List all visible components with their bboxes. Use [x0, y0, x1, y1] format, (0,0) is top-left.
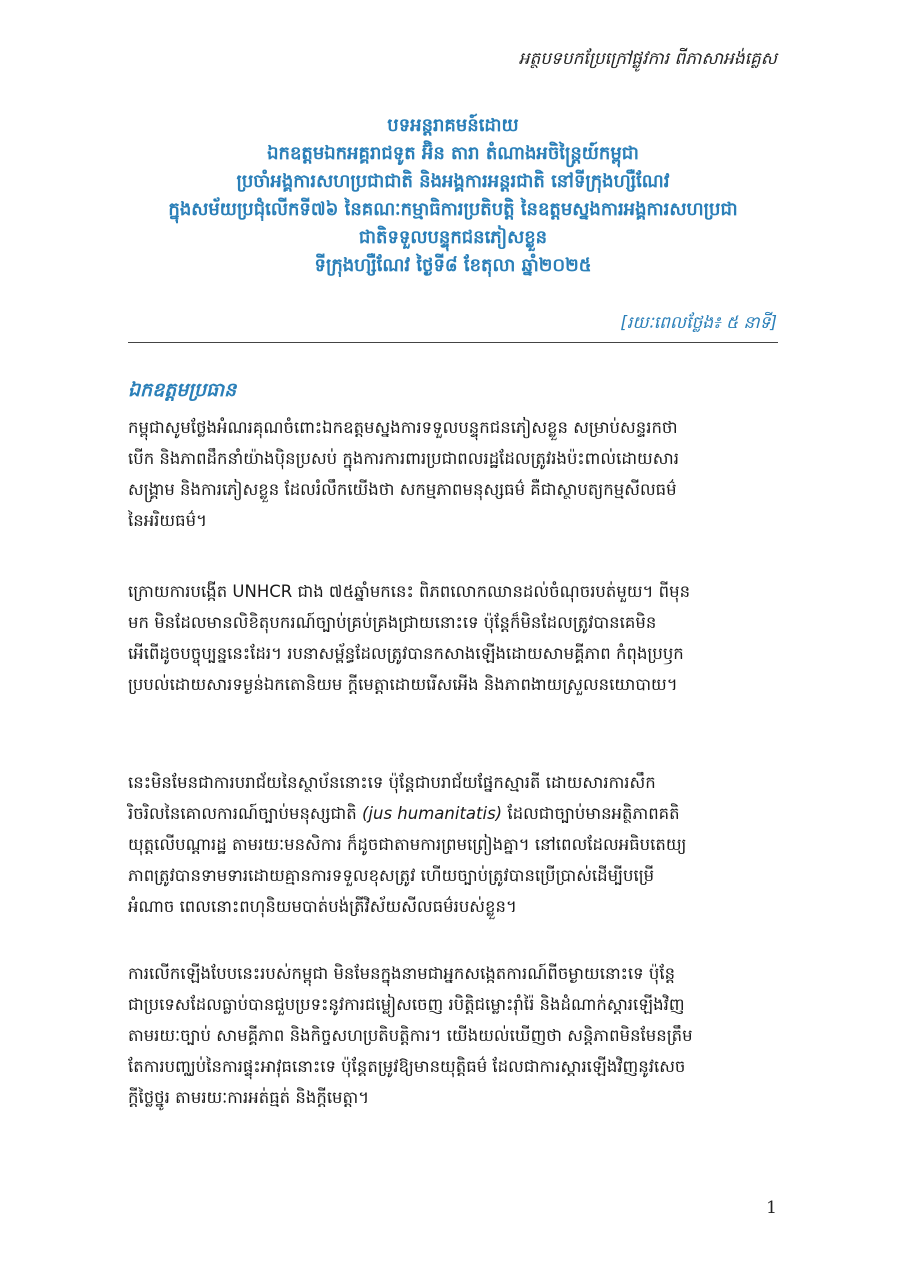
salutation: ឯកឧត្តមប្រធាន: [128, 379, 237, 401]
paragraph-line: អើពើដូចបច្ចុប្បន្ននេះដែរ។ របនាសម្ព័ន្ធដែលត្រូវបានកសាងឡើងដោយសាមគ្គីភាព កំពុងប្រឫក: [128, 644, 684, 663]
title-line: ទីក្រុងហ្សឺណែវ ថ្ងៃទី៨ ខែតុលា ឆ្នាំ២០២៥: [314, 255, 592, 276]
title-line: ឯកឧត្តមឯកអគ្គរាជទូត អ៊ិន តារា តំណាងអចិន្ត្រៃយ៍កម្ពុជា: [267, 143, 639, 164]
title-line: ក្នុងសម័យប្រជុំលើកទី៧៦ នៃគណៈកម្មាធិការប្រតិបត្តិ នៃឧត្តមស្នងការអង្គការសហប្រជា: [168, 199, 738, 220]
paragraph-text: ដែលជាច្បាប់មានអត្ថិភាពគតិ: [507, 804, 680, 823]
latin-term: (jus humanitatis): [361, 804, 503, 823]
title-line: បទអន្តរាគមន៍ដោយ: [387, 115, 519, 136]
paragraph-line: យុត្តលើបណ្ដារដ្ឋ តាមរយៈមនសិការ ក៏ដូចជាតាមការព្រមព្រៀងគ្នា។ នៅពេលដែលអធិបតេយ្យ: [128, 835, 687, 854]
title-line: ជាតិទទួលបន្ទុកជនភៀសខ្លួន: [358, 227, 548, 248]
paragraph-line: នៃអរិយធម៌។: [128, 511, 207, 530]
paragraph-line: [128, 798, 780, 829]
horizontal-rule: [128, 342, 778, 343]
paragraph-line: មក មិនដែលមានលិខិតុបករណ៍ច្បាប់គ្រប់គ្រងជ្រាយនោះទេ ប៉ុន្តែក៏មិនដែលត្រូវបានគេមិន: [128, 613, 657, 632]
paragraph-line: អំណាច ពេលនោះពហុនិយមបាត់បង់ត្រីវិស័យសីលធម៌របស់ខ្លួន។: [128, 897, 517, 916]
paragraph-line: តែការបញ្ឈប់នៃការផ្ទុះអាវុធនោះទេ ប៉ុន្តែតម្រូវឱ្យមានយុត្តិធម៌ ដែលជាការស្ដារឡើងវិញនូវសេច: [128, 1057, 686, 1076]
paragraph-1: [128, 412, 780, 536]
paragraph-2: [128, 576, 780, 700]
paragraph-line: ក្ដីថ្លៃថ្នូរ តាមរយៈការអត់ធ្មត់ និងក្ដីមេត្តា។: [128, 1088, 370, 1107]
paragraph-line: ជាប្រទេសដែលធ្លាប់បានជួបប្រទះនូវការជម្លៀសចេញ របិត្តិជម្លោះរ៉ាំរ៉ៃ និងដំណាក់ស្ដារឡើងវិញ: [128, 995, 685, 1014]
paragraph-line: កម្ពុជាសូមថ្លែងអំណរគុណចំពោះឯកឧត្តមស្នងការទទួលបន្ទុកជនភៀសខ្លួន សម្រាប់សន្ទរកថា: [128, 418, 678, 437]
paragraph-line: ការលើកឡើងបែបនេះរបស់កម្ពុជា មិនមែនក្នុងនាមជាអ្នកសង្កេតការណ៍ពីចម្ងាយនោះទេ ប៉ុន្តែ: [128, 964, 676, 983]
paragraph-3: [128, 767, 780, 922]
paragraph-line: សង្គ្រាម និងការភៀសខ្លួន ដែលរំលឹកយើងថា សកម្មភាពមនុស្សធម៌ គឺជាស្ថាបត្យកម្មសីលធម៌: [128, 480, 677, 499]
paragraph-4: [128, 958, 780, 1113]
running-header: អត្ថបទបកប្រែក្រៅផ្លូវការ ពីភាសាអង់គ្លេស: [518, 49, 777, 69]
paragraph-line: ក្រោយការបង្កើត UNHCR ជាង ៧៥ឆ្នាំមកនេះ ពិភពលោកឈានដល់ចំណុចរបត់មួយ។ ពីមុន: [128, 582, 691, 601]
paragraph-line: បើក និងភាពដឹកនាំយ៉ាងប៉ិនប្រសប់ ក្នុងការការពារប្រជាពលរដ្ឋដែលត្រូវរងប៉ះពាល់ដោយសារ: [128, 449, 679, 468]
paragraph-line: ភាពត្រូវបានទាមទារដោយគ្មានការទទួលខុសត្រូវ ហើយច្បាប់ត្រូវបានប្រើប្រាស់ដើម្បីបម្រើ: [128, 866, 655, 885]
paragraph-line: តាមរយៈច្បាប់ សាមគ្គីភាព និងកិច្ចសហប្រតិបត្តិការ។ យើងយល់ឃើញថា សន្តិភាពមិនមែនត្រឹម: [128, 1026, 693, 1045]
paragraph-line: ប្របល់ដោយសារទម្ងន់ឯកតោនិយម ក្ដីមេត្តាដោយរើសអើង និងភាពងាយស្រួលនយោបាយ។: [128, 675, 678, 694]
title-block: [128, 112, 778, 280]
page-number: 1: [766, 1198, 777, 1218]
speaking-duration: [រយៈពេលថ្លែង៖ ៥ នាទី]: [620, 313, 777, 333]
paragraph-line: នេះមិនមែនជាការបរាជ័យនៃស្ថាប័ននោះទេ ប៉ុន្តែជាបរាជ័យផ្នែកស្មារតី ដោយសារការសឹក: [128, 773, 656, 792]
title-line: ប្រចាំអង្គការសហប្រជាជាតិ និងអង្គការអន្តរជាតិ នៅទីក្រុងហ្សឺណែវ: [236, 171, 670, 192]
paragraph-text: រិចរិលនៃគោលការណ៍ច្បាប់មនុស្សជាតិ: [128, 804, 357, 823]
